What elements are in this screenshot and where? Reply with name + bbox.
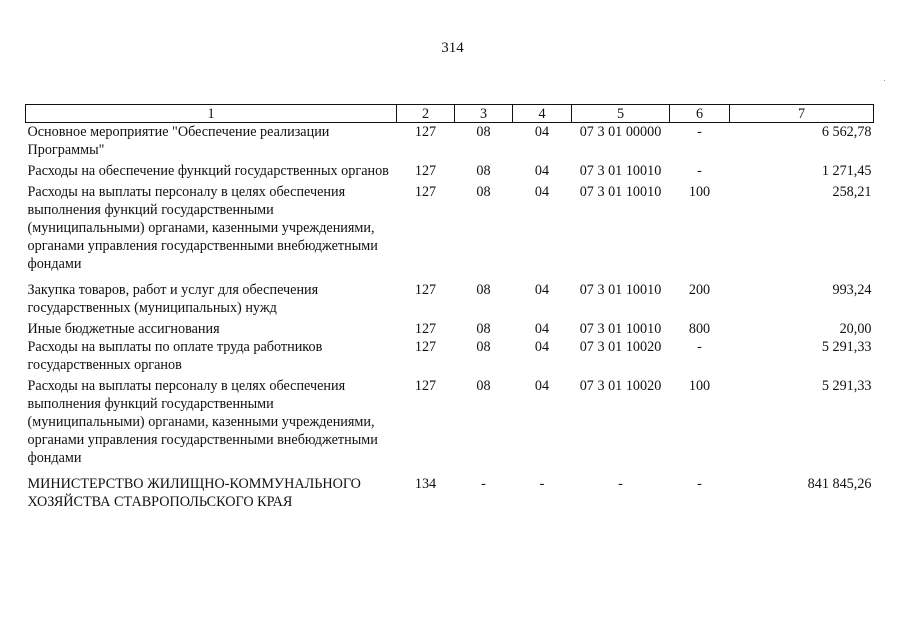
scan-speck bbox=[884, 80, 885, 81]
row-code-3: 08 bbox=[476, 378, 491, 394]
header-col-2: 2 bbox=[397, 105, 455, 123]
row-code-5: 07 3 01 10010 bbox=[579, 321, 662, 337]
row-code-6: 100 bbox=[688, 184, 711, 200]
row-code-2: 127 bbox=[414, 282, 437, 298]
row-code-4: 04 bbox=[534, 321, 550, 337]
row-code-5: 07 3 01 10020 bbox=[579, 339, 662, 355]
row-code-6: - bbox=[697, 339, 702, 355]
row-code-2: 127 bbox=[414, 163, 437, 179]
table-row bbox=[26, 467, 874, 511]
row-code-4: 04 bbox=[534, 124, 550, 140]
table-row bbox=[26, 180, 874, 273]
table-row bbox=[26, 338, 874, 374]
row-name: Расходы на выплаты по оплате труда работников государственных органов bbox=[27, 339, 323, 373]
row-code-2: 134 bbox=[414, 476, 437, 492]
row-code-3: 08 bbox=[476, 321, 491, 337]
row-code-2: 127 bbox=[414, 339, 437, 355]
row-code-2: 127 bbox=[414, 124, 437, 140]
header-col-7: 7 bbox=[730, 105, 874, 123]
row-code-2: 127 bbox=[414, 321, 437, 337]
row-amount: 20,00 bbox=[839, 321, 872, 337]
row-code-3: 08 bbox=[476, 124, 491, 140]
row-amount: 6 562,78 bbox=[821, 124, 872, 140]
table-row bbox=[26, 159, 874, 180]
row-amount: 5 291,33 bbox=[821, 339, 872, 355]
row-name: Иные бюджетные ассигнования bbox=[27, 321, 220, 337]
row-code-3: 08 bbox=[476, 282, 491, 298]
row-amount: 1 271,45 bbox=[821, 163, 872, 179]
row-name: Расходы на выплаты персоналу в целях обеспечения выполнения функций государственными (муниципальными) органами, казенными учреждениями, органами управления государственными внебюджетными фондами bbox=[27, 184, 378, 272]
row-code-3: 08 bbox=[476, 184, 491, 200]
budget-table bbox=[25, 104, 874, 511]
row-code-6: - bbox=[697, 476, 702, 492]
row-amount: 258,21 bbox=[832, 184, 872, 200]
row-amount: 841 845,26 bbox=[807, 476, 872, 492]
row-code-3: 08 bbox=[476, 339, 491, 355]
row-code-4: 04 bbox=[534, 184, 550, 200]
row-code-4: - bbox=[539, 476, 545, 492]
header-col-3: 3 bbox=[455, 105, 513, 123]
row-code-5: 07 3 01 00000 bbox=[579, 124, 662, 140]
row-code-6: 200 bbox=[688, 282, 711, 298]
row-code-5: 07 3 01 10010 bbox=[579, 282, 662, 298]
header-col-6: 6 bbox=[670, 105, 730, 123]
row-code-3: 08 bbox=[476, 163, 491, 179]
row-code-5: 07 3 01 10020 bbox=[579, 378, 662, 394]
row-code-3: - bbox=[481, 476, 486, 492]
row-name: Основное мероприятие "Обеспечение реализации Программы" bbox=[27, 124, 330, 158]
row-code-5: 07 3 01 10010 bbox=[579, 184, 662, 200]
table-row bbox=[26, 317, 874, 338]
row-code-6: - bbox=[697, 163, 702, 179]
table-row bbox=[26, 123, 874, 160]
row-name: Закупка товаров, работ и услуг для обеспечения государственных (муниципальных) нужд bbox=[27, 282, 319, 316]
row-amount: 5 291,33 bbox=[821, 378, 872, 394]
row-amount: 993,24 bbox=[832, 282, 872, 298]
row-code-4: 04 bbox=[534, 163, 550, 179]
row-code-5: 07 3 01 10010 bbox=[579, 163, 662, 179]
row-code-4: 04 bbox=[534, 282, 550, 298]
page-number: 314 bbox=[441, 40, 464, 56]
row-code-2: 127 bbox=[414, 184, 437, 200]
row-code-2: 127 bbox=[414, 378, 437, 394]
header-col-1: 1 bbox=[26, 105, 397, 123]
row-code-4: 04 bbox=[534, 339, 550, 355]
row-code-6: 800 bbox=[688, 321, 711, 337]
header-col-4: 4 bbox=[513, 105, 572, 123]
table-row bbox=[26, 374, 874, 467]
row-name: МИНИСТЕРСТВО ЖИЛИЩНО-КОММУНАЛЬНОГО ХОЗЯЙСТВА СТАВРОПОЛЬСКОГО КРАЯ bbox=[27, 476, 361, 510]
header-col-5: 5 bbox=[572, 105, 670, 123]
table-row bbox=[26, 273, 874, 317]
row-code-4: 04 bbox=[534, 378, 550, 394]
row-name: Расходы на выплаты персоналу в целях обеспечения выполнения функций государственными (муниципальными) органами, казенными учреждениями, органами управления государственными внебюджетными фондами bbox=[27, 378, 378, 466]
row-code-6: 100 bbox=[688, 378, 711, 394]
row-code-5: - bbox=[618, 476, 623, 492]
header-row bbox=[26, 105, 874, 123]
row-name: Расходы на обеспечение функций государственных органов bbox=[27, 163, 389, 179]
row-code-6: - bbox=[697, 124, 702, 140]
